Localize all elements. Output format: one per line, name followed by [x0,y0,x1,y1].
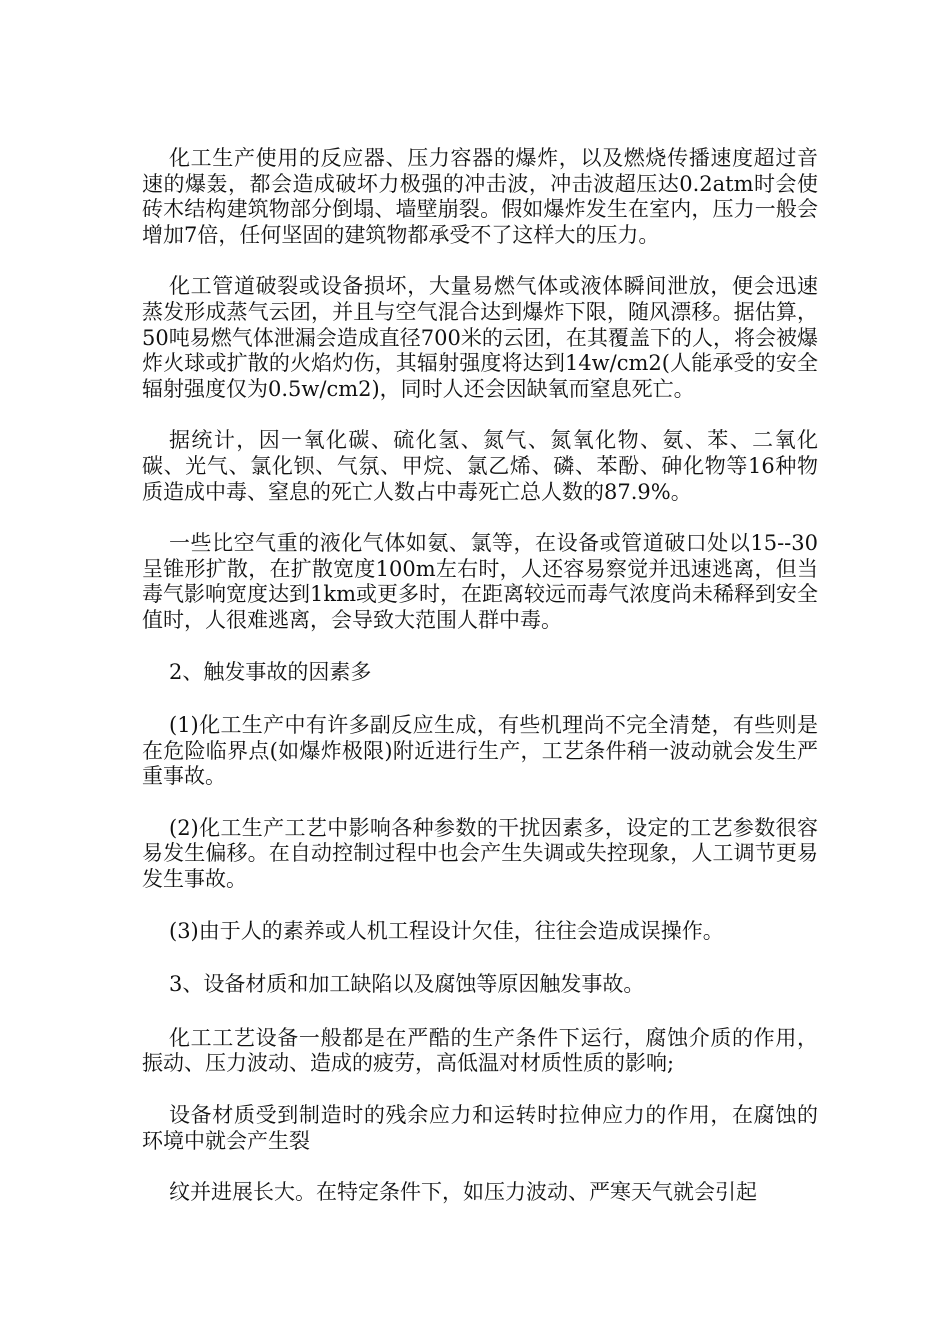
paragraph-heavy-gas-diffusion: 一些比空气重的液化气体如氨、氯等，在设备或管道破口处以15--30 呈锥形扩散，在扩散宽度100m左右时，人还容易察觉并迅速逃离，但当毒气影响宽度达到1km或更多时，在距离较远而毒气浓度尚未稀释到安全值时，人很难逃离，会导致大范围人群中毒。 [142,531,818,632]
document-body [142,146,818,1232]
paragraph-explosion-shockwave: 化工生产使用的反应器、压力容器的爆炸，以及燃烧传播速度超过音速的爆轰，都会造成破坏力极强的冲击波，冲击波超压达0.2atm时会使砖木结构建筑物部分倒塌、墙壁崩裂。假如爆炸发生在室内，压力一般会增加7倍，任何坚固的建筑物都承受不了这样大的压力。 [142,146,818,247]
paragraph-side-reactions: (1)化工生产中有许多副反应生成，有些机理尚不完全清楚，有些则是在危险临界点(如爆炸极限)附近进行生产，工艺条件稍一波动就会发生严重事故。 [142,713,818,789]
paragraph-parameter-interference: (2)化工生产工艺中影响各种参数的干扰因素多，设定的工艺参数很容易发生偏移。在自动控制过程中也会产生失调或失控现象，人工调节更易发生事故。 [142,815,818,892]
paragraph-human-error: (3)由于人的素养或人机工程设计欠佳，往往会造成误操作。 [169,918,724,943]
section-heading-trigger-factors: 2、触发事故的因素多 [169,659,372,684]
section-heading-equipment-defects: 3、设备材质和加工缺陷以及腐蚀等原因触发事故。 [169,972,645,997]
paragraph-harsh-conditions: 化工工艺设备一般都是在严酷的生产条件下运行，腐蚀介质的作用，振动、压力波动、造成的疲劳，高低温对材质性质的影响; [142,1025,818,1076]
paragraph-vapor-cloud: 化工管道破裂或设备损坏，大量易燃气体或液体瞬间泄放，便会迅速蒸发形成蒸气云团，并且与空气混合达到爆炸下限，随风漂移。据估算，50吨易燃气体泄漏会造成直径700米的云团，在其覆盖下的人，将会被爆炸火球或扩散的火焰灼伤，其辐射强度将达到14w/cm2(人能承受的安全辐射强度仅为0.5w/cm2)，同时人还会因缺氧而窒息死亡。 [142,274,818,401]
paragraph-crack-growth: 纹并进展长大。在特定条件下，如压力波动、严寒天气就会引起 [169,1180,757,1205]
paragraph-residual-stress: 设备材质受到制造时的残余应力和运转时拉伸应力的作用，在腐蚀的环境中就会产生裂 [142,1103,818,1153]
paragraph-poisoning-statistics: 据统计，因一氧化碳、硫化氢、氮气、氮氧化物、氨、苯、二氧化碳、光气、氯化钡、气氛、甲烷、氯乙烯、磷、苯酚、砷化物等16种物质造成中毒、窒息的死亡人数占中毒死亡总人数的87.9%。 [142,428,818,504]
